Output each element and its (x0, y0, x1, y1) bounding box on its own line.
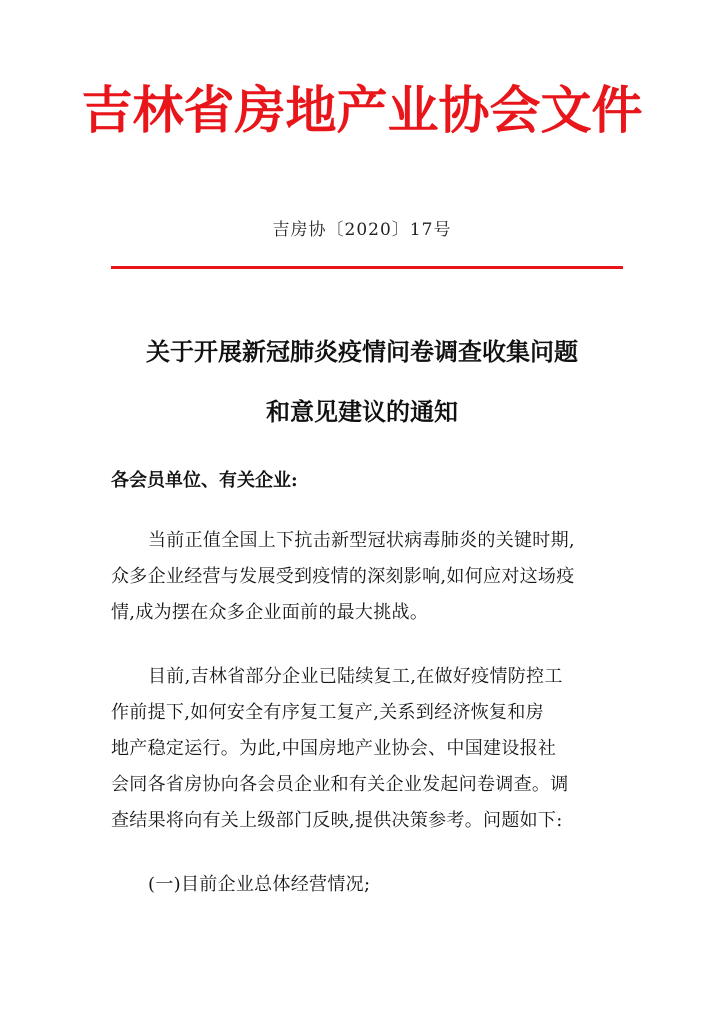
paragraph-2-line-1: 目前,吉林省部分企业已陆续复工,在做好疫情防控工 (148, 666, 563, 687)
paragraph-2-line-4: 会同各省房协向各会员企业和有关企业发起问卷调查。调 (111, 774, 569, 795)
document-number: 吉房协〔2020〕17号 (272, 220, 452, 240)
paragraph-2-line-3: 地产稳定运行。为此,中国房地产业协会、中国建设报社 (111, 738, 557, 759)
red-divider-line (111, 266, 623, 269)
paragraph-1-line-3: 情,成为摆在众多企业面前的最大挑战。 (111, 602, 429, 623)
notice-title-line-1: 关于开展新冠肺炎疫情问卷调查收集问题 (146, 337, 578, 366)
salutation: 各会员单位、有关企业: (111, 470, 298, 491)
paragraph-2-line-5: 查结果将向有关上级部门反映,提供决策参考。问题如下: (111, 810, 563, 831)
paragraph-1-line-1: 当前正值全国上下抗击新型冠状病毒肺炎的关键时期, (148, 530, 575, 551)
paragraph-1-line-2: 众多企业经营与发展受到疫情的深刻影响,如何应对这场疫 (111, 566, 575, 587)
notice-title-line-2: 和意见建议的通知 (266, 397, 458, 426)
question-item-1: (一)目前企业总体经营情况; (148, 874, 371, 895)
issuer-header-title: 吉林省房地产业协会文件 (81, 81, 643, 141)
paragraph-2-line-2: 作前提下,如何安全有序复工复产,关系到经济恢复和房 (111, 702, 544, 723)
